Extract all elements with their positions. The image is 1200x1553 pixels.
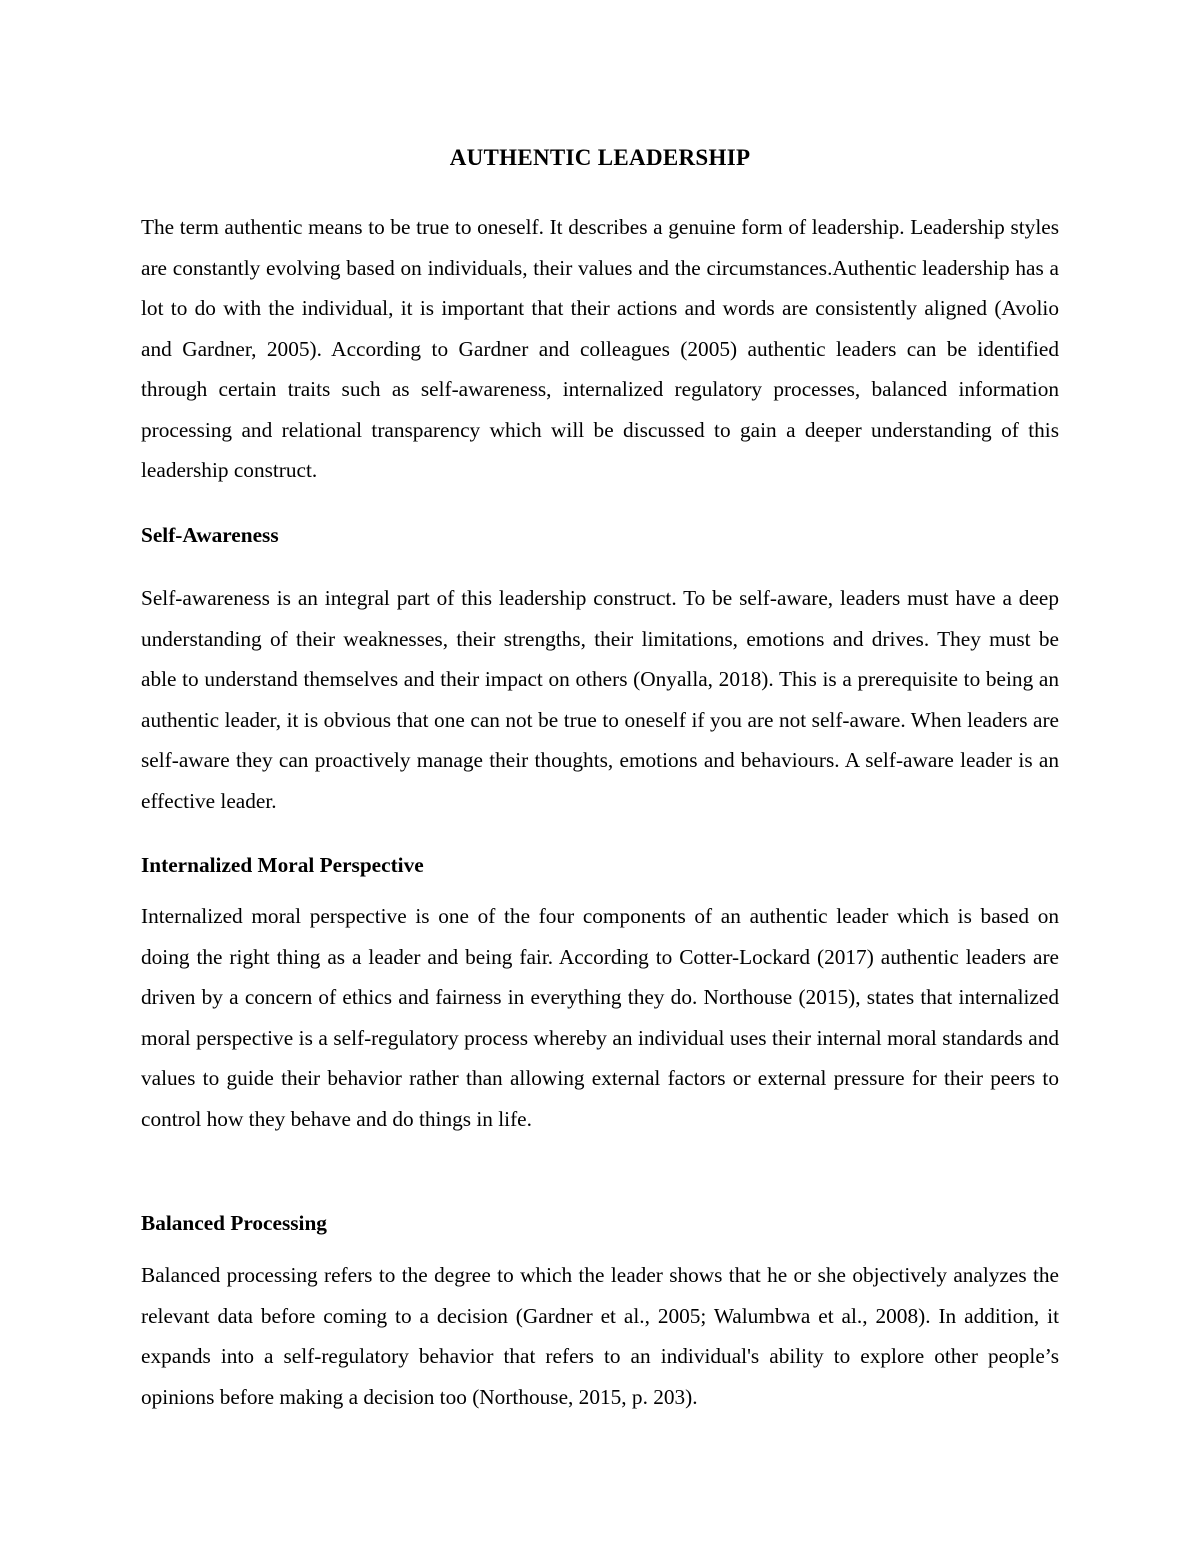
section-heading-balanced-processing: Balanced Processing — [141, 1211, 327, 1235]
intro-paragraph: The term authentic means to be true to oneself. It describes a genuine form of leadership. Leadership styles are constantly evolving based on individuals, their values and the circumstances.Authentic leadership has a lot to do with the individual, it is important that their actions and words are consistently aligned (Avolio and Gardner, 2005). According to Gardner and colleagues (2005) authentic leaders can be identified through certain traits such as self-awareness, internalized regulatory processes, balanced information processing and relational transparency which will be discussed to gain a deeper understanding of this leadership construct. — [141, 215, 1059, 482]
document-title: AUTHENTIC LEADERSHIP — [449, 145, 751, 170]
section-heading-self-awareness: Self-Awareness — [141, 523, 279, 547]
section-body-self-awareness: Self-awareness is an integral part of this leadership construct. To be self-aware, leaders must have a deep understanding of their weaknesses, their strengths, their limitations, emotions and drives. They must be able to understand themselves and their impact on others (Onyalla, 2018). This is a prerequisite to being an authentic leader, it is obvious that one can not be true to oneself if you are not self-aware. When leaders are self-aware they can proactively manage their thoughts, emotions and behaviours. A self-aware leader is an effective leader. — [141, 586, 1059, 813]
section-heading-internalized-moral-perspective: Internalized Moral Perspective — [141, 853, 424, 877]
section-body-balanced-processing: Balanced processing refers to the degree to which the leader shows that he or she objectively analyzes the relevant data before coming to a decision (Gardner et al., 2005; Walumbwa et al., 2008). In addition, it expands into a self-regulatory behavior that refers to an individual's ability to explore other people’s opinions before making a decision too (Northouse, 2015, p. 203). — [141, 1263, 1059, 1409]
section-body-internalized-moral-perspective: Internalized moral perspective is one of the four components of an authentic leader which is based on doing the right thing as a leader and being fair. According to Cotter-Lockard (2017) authentic leaders are driven by a concern of ethics and fairness in everything they do. Northouse (2015), states that internalized moral perspective is a self-regulatory process whereby an individual uses their internal moral standards and values to guide their behavior rather than allowing external factors or external pressure for their peers to control how they behave and do things in life. — [141, 904, 1059, 1131]
